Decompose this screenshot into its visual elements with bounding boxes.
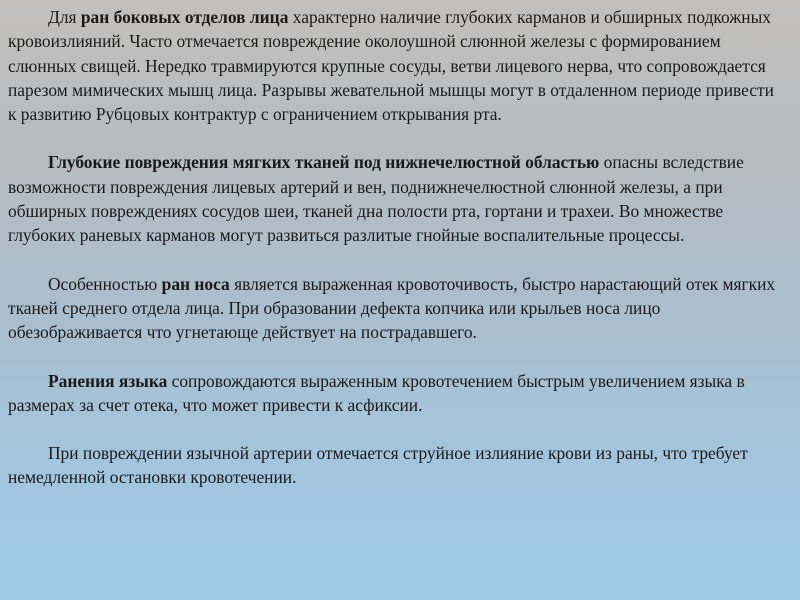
paragraph-text: опасны вследствие возможности повреждения лицевых артерий и вен, поднижнечелюстной слюнной железы, а при обширных повреждениях сосудов шеи, тканей дна полости рта, гортани и трахеи. Во множестве глубоких раневых карманов могут развиться разлитые гнойные воспалительные процессы.: [8, 152, 744, 246]
paragraph-tongue-wounds: [8, 369, 786, 418]
paragraph-highlight: Ранения языка: [48, 370, 168, 391]
paragraph-highlight: ран боковых отделов лица: [80, 7, 289, 27]
paragraph-text: сопровождаются выраженным кровотечением быстрым увеличением языка в размерах за счет отека, что может привести к асфиксии.: [8, 370, 745, 415]
paragraph-lateral-face-wounds: [8, 5, 786, 126]
paragraph-text: характерно наличие глубоких карманов и обширных подкожных кровоизлияний. Часто отмечается повреждение околоушной слюнной железы с формированием слюнных свищей. Нередко травмируются крупные сосуды, ветви лицевого нерва, что сопровождается парезом мимических мышц лица. Разрывы жевательной мышцы могут в отдаленном периоде привести к развитию Рубцовых контрактур с ограничением открывания рта.: [8, 7, 774, 125]
paragraph-lead: Для: [48, 7, 81, 27]
paragraph-text: является выраженная кровоточивость, быстро нарастающий отек мягких тканей среднего отдела лица. При образовании дефекта копчика или крыльев носа лицо обезображивается что угнетающе действует на пострадавшего.: [8, 273, 776, 343]
paragraph-highlight: ран носа: [161, 273, 230, 294]
paragraph-highlight: Глубокие повреждения мягких тканей под нижнечелюстной областью: [48, 152, 600, 173]
paragraph-lead: При повреждении язычной артерии отмечается струйное излияние крови из раны, что требует немедленной остановки кровотечении.: [8, 443, 748, 488]
paragraph-nose-wounds: [8, 272, 786, 345]
paragraph-lingual-artery: [8, 441, 786, 490]
paragraph-submandibular-injuries: [8, 150, 786, 247]
paragraph-lead: Особенностью: [48, 273, 162, 294]
